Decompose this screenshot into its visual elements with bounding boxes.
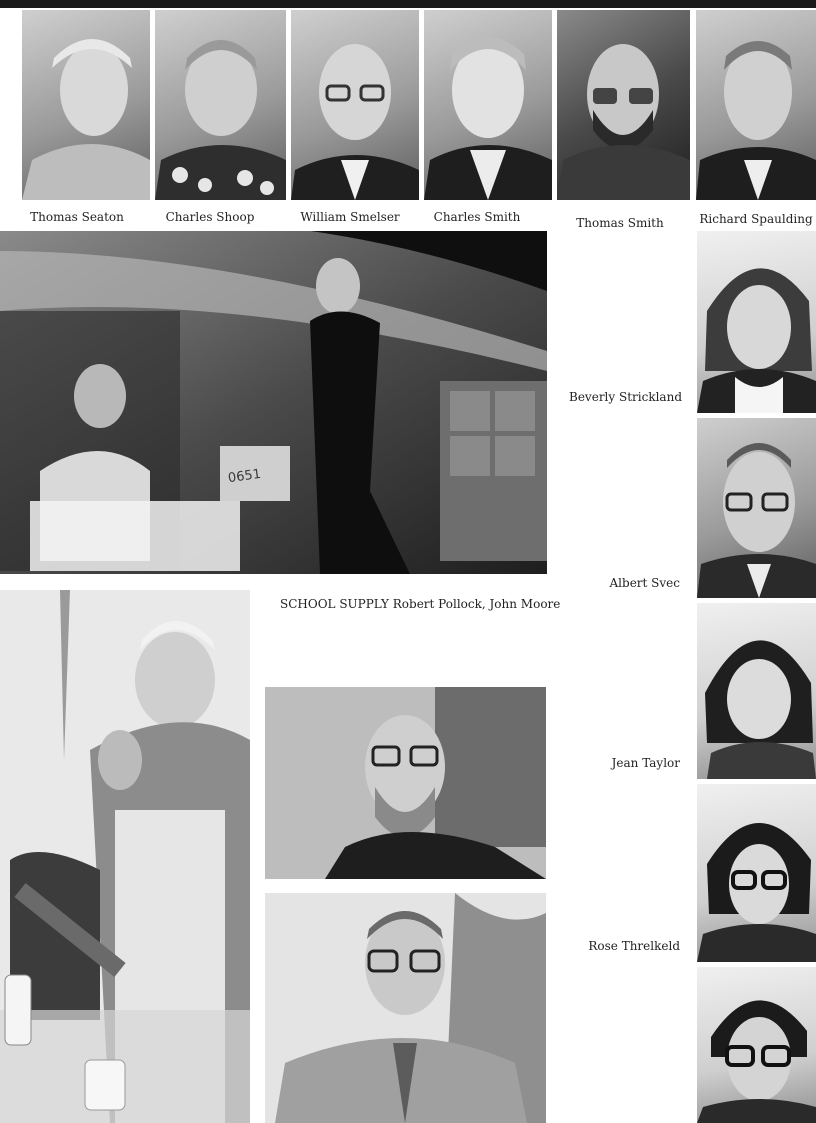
portrait-photo-rose-threlkeld <box>697 784 816 962</box>
portrait-photo-unnamed-bottom-right <box>697 967 816 1123</box>
caption-richard-spaulding: Richard Spaulding <box>699 212 813 226</box>
portrait-photo-man-in-suit <box>265 893 546 1123</box>
portrait-photo-richard-spaulding <box>696 10 816 200</box>
portrait-photo-thomas-smith <box>557 10 690 200</box>
portrait-photo-albert-svec <box>697 418 816 598</box>
caption-jean-taylor: Jean Taylor <box>611 756 680 770</box>
caption-charles-shoop: Charles Shoop <box>165 210 255 224</box>
caption-william-smelser: William Smelser <box>300 210 400 224</box>
caption-thomas-smith: Thomas Smith <box>576 216 664 230</box>
caption-beverly-strickland: Beverly Strickland <box>569 390 682 404</box>
box-label: 0651 <box>227 466 262 487</box>
caption-charles-smith: Charles Smith <box>433 210 521 224</box>
caption-thomas-seaton: Thomas Seaton <box>30 210 124 224</box>
portrait-photo-thomas-seaton <box>22 10 150 200</box>
portrait-photo-charles-shoop <box>155 10 286 200</box>
portrait-photo-william-smelser <box>291 10 419 200</box>
portrait-photo-bearded-man <box>265 687 546 879</box>
craft-activity-photo <box>0 590 250 1123</box>
caption-rose-threlkeld: Rose Threlkeld <box>588 939 680 953</box>
portrait-photo-jean-taylor <box>697 603 816 779</box>
school-supply-caption: SCHOOL SUPPLY Robert Pollock, John Moore <box>280 597 561 611</box>
caption-albert-svec: Albert Svec <box>609 576 680 590</box>
school-supply-photo <box>0 231 547 574</box>
portrait-photo-charles-smith <box>424 10 552 200</box>
page-top-border <box>0 0 816 8</box>
portrait-photo-beverly-strickland <box>697 231 816 413</box>
